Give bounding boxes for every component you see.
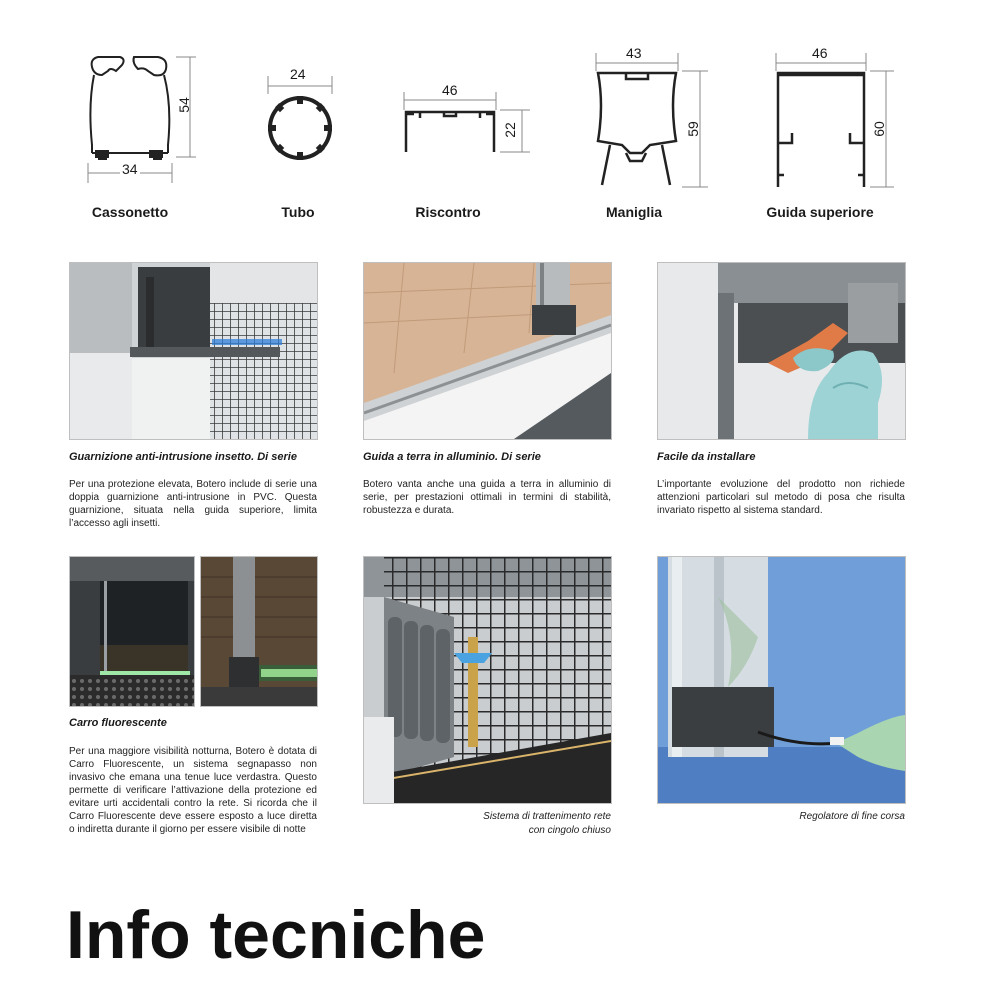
- photo-installazione: [657, 262, 906, 440]
- profile-riscontro: [400, 78, 540, 158]
- profile-guida-superiore: [770, 45, 900, 195]
- profile-cassonetto: [80, 45, 210, 185]
- maniglia-dim-width: 43: [626, 45, 642, 61]
- feature-body-carro: Per una maggiore visibilità notturna, Botero è dotata di Carro Fluorescente, un sistema segnapasso non invasivo che emana una tenue luce verdastra. Questo permette di verificare l’attivazione della protezione ed evitare urti accidentali contro la rete. Si ricorda che il Carro Fluorescente deve essere esposto a luce diretta o indiretta durante il giorno per essere visibile di notte: [69, 746, 317, 835]
- riscontro-dim-height: 22: [501, 122, 518, 138]
- caption-sistema-line2: con cingolo chiuso: [528, 825, 611, 836]
- label-riscontro: Riscontro: [415, 204, 481, 220]
- caption-sistema-line1: Sistema di trattenimento rete: [483, 811, 611, 822]
- photo-sistema-trattenimento: [363, 556, 612, 804]
- profile-tubo: [262, 68, 342, 178]
- guida-superiore-dim-width: 46: [812, 45, 828, 61]
- label-cassonetto: Cassonetto: [91, 204, 169, 220]
- caption-sistema-trattenimento: [363, 810, 611, 838]
- label-guida-superiore: Guida superiore: [766, 204, 874, 220]
- maniglia-dim-height: 59: [684, 121, 701, 137]
- caption-regolatore-line1: Regolatore di fine corsa: [799, 811, 905, 822]
- riscontro-dim-width: 46: [442, 82, 458, 98]
- caption-regolatore: [657, 810, 905, 824]
- photo-guida-terra: [363, 262, 612, 440]
- cassonetto-dim-width: 34: [122, 161, 138, 177]
- feature-body-facile: L’importante evoluzione del prodotto non richiede attenzioni particolari sul metodo di posa che risulta invariato rispetto al sistema standard.: [657, 479, 905, 516]
- page-title: Info tecniche: [66, 897, 486, 973]
- photo-guarnizione: [69, 262, 318, 440]
- tubo-drawing: [262, 68, 342, 178]
- feature-title-guarnizione: Guarnizione anti-intrusione insetto. Di serie: [69, 451, 297, 463]
- feature-body-guarnizione: Per una protezione elevata, Botero include di serie una doppia guarnizione anti-intrusione in PVC. Questa guarnizione, situata nella guida superiore, limita l’accesso agli insetti.: [69, 479, 317, 529]
- guida-superiore-dim-height: 60: [870, 121, 887, 137]
- feature-title-carro: Carro fluorescente: [69, 717, 167, 729]
- feature-title-facile: Facile da installare: [657, 451, 756, 463]
- label-maniglia: Maniglia: [605, 204, 663, 220]
- riscontro-drawing: [400, 78, 540, 158]
- feature-body-guida-terra: Botero vanta anche una guida a terra in alluminio di serie, per prestazioni ottimali in termini di stabilità, robustezza e durata.: [363, 479, 611, 516]
- photo-carro-fluorescente-dettaglio: [200, 556, 318, 707]
- label-tubo: Tubo: [281, 204, 315, 220]
- tubo-dim-diameter: 24: [290, 66, 306, 82]
- photo-regolatore: [657, 556, 906, 804]
- cassonetto-dim-height: 54: [175, 97, 192, 113]
- feature-title-guida-terra: Guida a terra in alluminio. Di serie: [363, 451, 541, 463]
- cassonetto-drawing: [80, 45, 210, 185]
- photo-carro-fluorescente-notte: [69, 556, 195, 707]
- profile-maniglia: [590, 45, 720, 195]
